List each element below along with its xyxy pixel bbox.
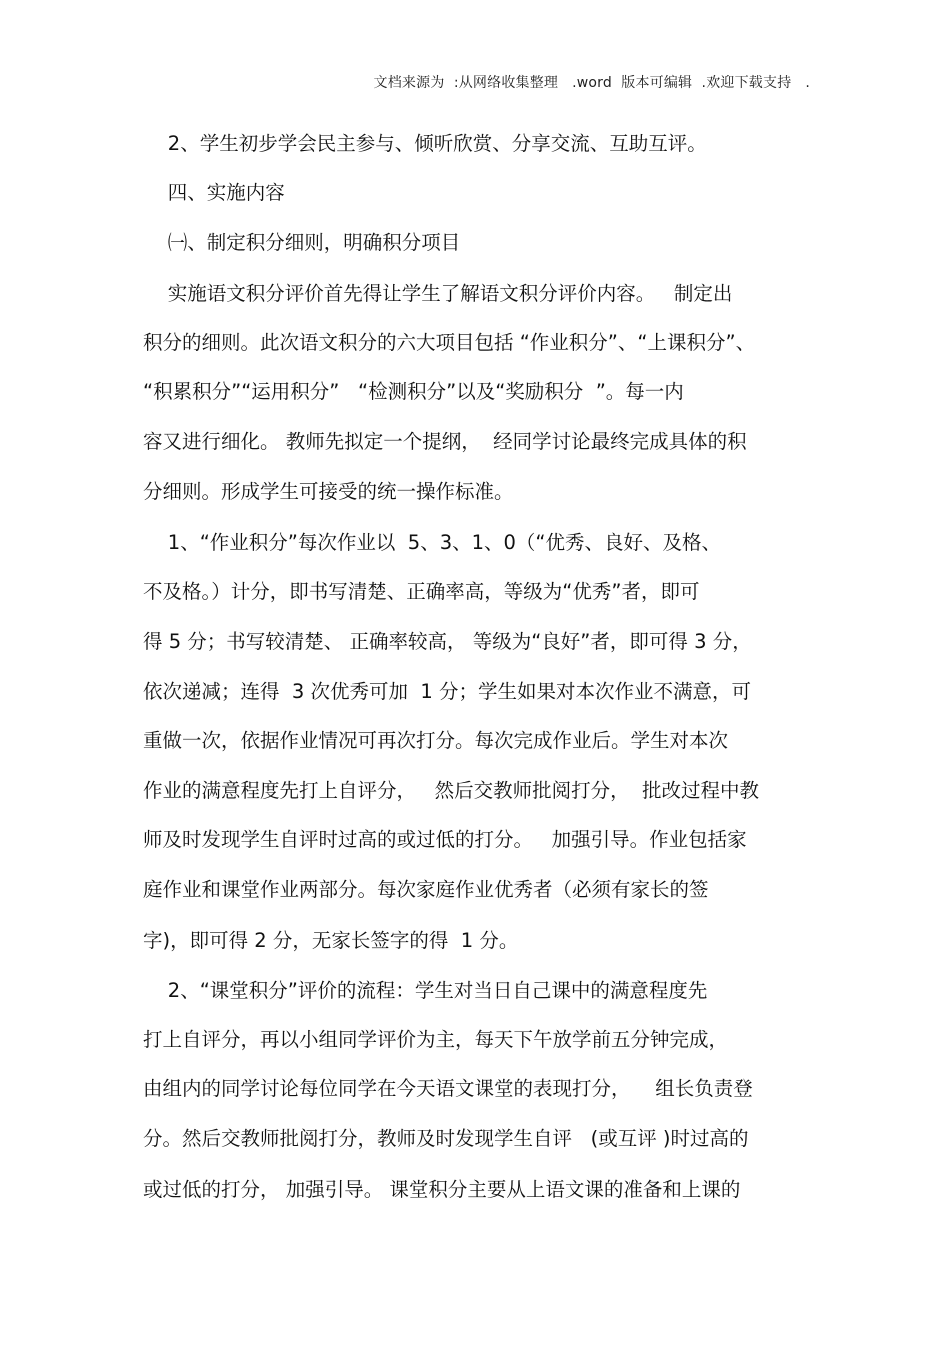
text-line: 师及时发现学生自评时过高的或过低的打分。 加强引导。作业包括家: [143, 828, 747, 851]
text-line: 庭作业和课堂作业两部分。每次家庭作业优秀者（必须有家长的签: [143, 878, 709, 901]
text-line: 依次递减；连得 3 次优秀可加 1 分；学生如果对本次作业不满意，可: [143, 680, 752, 703]
text-line: 或过低的打分， 加强引导。 课堂积分主要从上语文课的准备和上课的: [143, 1178, 741, 1201]
text-line: 得 5 分；书写较清楚、 正确率较高， 等级为“良好”者，即可得 3 分，: [143, 630, 752, 653]
text-line: 实施语文积分评价首先得让学生了解语文积分评价内容。 制定出: [143, 282, 733, 305]
text-line: 由组内的同学讨论每位同学在今天语文课堂的表现打分， 组长负责登: [143, 1077, 753, 1100]
text-line: 分。然后交教师批阅打分，教师及时发现学生自评 (或互评 )时过高的: [143, 1127, 749, 1150]
text-line: 分细则。形成学生可接受的统一操作标准。: [143, 480, 514, 503]
text-line: 2、学生初步学会民主参与、倾听欣赏、分享交流、互助互评。: [143, 132, 707, 155]
text-line: 字)，即可得 2 分，无家长签字的得 1 分。: [143, 929, 519, 952]
subsection-heading: ㈠、制定积分细则，明确积分项目: [143, 231, 461, 254]
text-line: 重做一次，依据作业情况可再次打分。每次完成作业后。学生对本次: [143, 729, 729, 752]
text-line: 2、“课堂积分”评价的流程：学生对当日自己课中的满意程度先: [143, 979, 708, 1002]
text-line: 1、“作业积分”每次作业以 5、3、1、0（“优秀、良好、及格、: [143, 531, 722, 554]
text-line: 容又进行细化。 教师先拟定一个提纲， 经同学讨论最终完成具体的积: [143, 430, 747, 453]
text-line: 打上自评分，再以小组同学评价为主，每天下午放学前五分钟完成，: [143, 1028, 729, 1051]
text-line: 积分的细则。此次语文积分的六大项目包括 “作业积分”、“上课积分”、: [143, 331, 756, 354]
text-line: 作业的满意程度先打上自评分， 然后交教师批阅打分， 批改过程中教: [143, 779, 759, 802]
text-line: 不及格。）计分，即书写清楚、正确率高，等级为“优秀”者，即可: [143, 580, 700, 603]
section-heading: 四、实施内容: [143, 181, 285, 204]
header-source-note: 文档来源为 :从网络收集整理 .word 版本可编辑 .欢迎下载支持 .: [373, 75, 810, 91]
text-line: “积累积分”“运用积分” “检测积分”以及“奖励积分 ”。每一内: [143, 380, 684, 403]
